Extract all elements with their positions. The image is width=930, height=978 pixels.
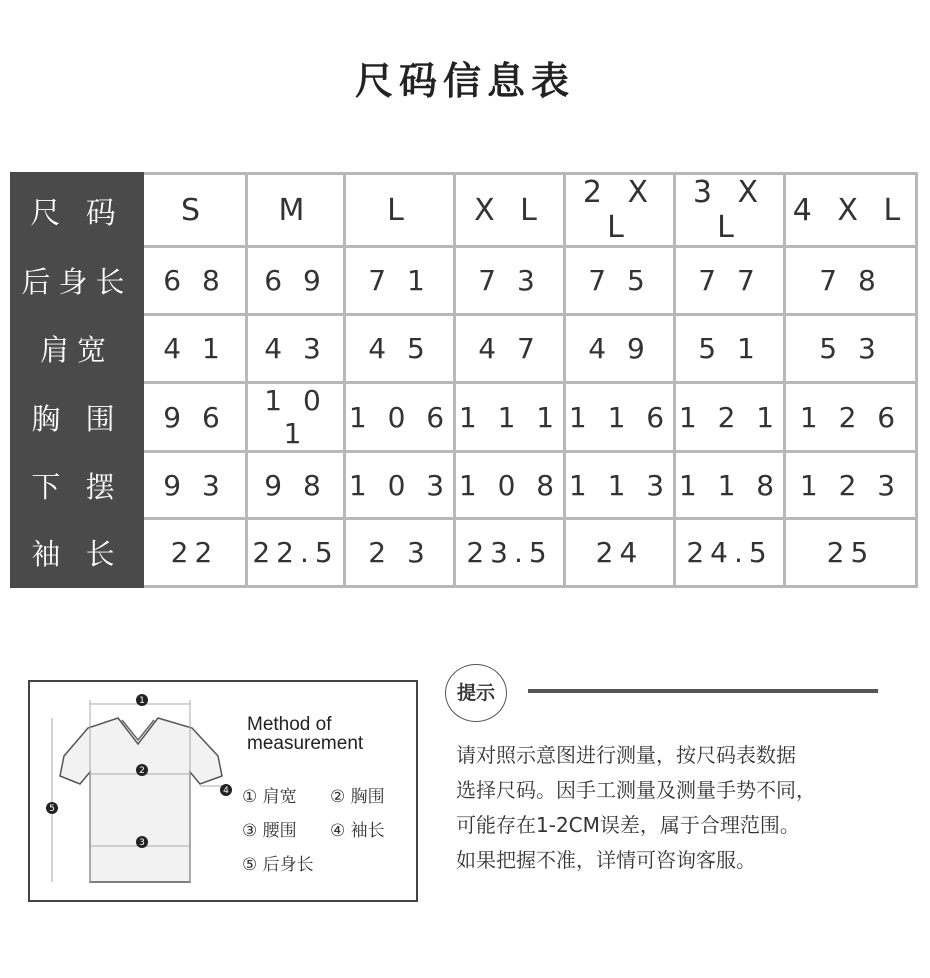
table-cell: 1 1 6: [565, 383, 675, 452]
tshirt-diagram-icon: [30, 682, 240, 900]
table-cell: 7 3: [455, 247, 565, 315]
legend-row: [242, 816, 418, 841]
legend-shoulder: ① 肩宽: [242, 787, 297, 807]
legend-waist: ③ 腰围: [242, 821, 297, 841]
table-cell: 4 7: [455, 315, 565, 383]
table-cell: 6 9: [247, 247, 345, 315]
table-row: [12, 315, 917, 383]
table-cell: 1 1 1: [455, 383, 565, 452]
table-row: [12, 519, 917, 587]
table-cell: 7 8: [785, 247, 917, 315]
table-cell: 4 9: [565, 315, 675, 383]
size-table: [10, 172, 918, 588]
size-xl: X L: [455, 174, 565, 247]
table-cell: 25: [785, 519, 917, 587]
method-line-2: measurement: [247, 733, 364, 754]
legend-row: [242, 850, 314, 875]
table-cell: 7 5: [565, 247, 675, 315]
table-cell: 7 7: [675, 247, 785, 315]
tip-line-4: 如果把握不准，详情可咨询客服。: [456, 848, 756, 872]
marker-1-label: 1: [139, 696, 145, 706]
size-3xl: 3 X L: [675, 174, 785, 247]
table-row: [12, 247, 917, 315]
method-title: [247, 715, 363, 753]
table-cell: 1 0 1: [247, 383, 345, 452]
table-cell: 24: [565, 519, 675, 587]
table-cell: 4 5: [345, 315, 455, 383]
tip-divider: [528, 689, 878, 693]
table-cell: 1 1 8: [675, 452, 785, 519]
table-cell: 6 8: [143, 247, 247, 315]
table-cell: 22.5: [247, 519, 345, 587]
table-cell: 1 2 1: [675, 383, 785, 452]
legend-row: [242, 782, 418, 807]
row-label-back-length: 后身长: [12, 247, 143, 315]
legend-sleeve: ④ 袖长: [330, 821, 385, 841]
marker-2-label: 2: [139, 766, 145, 776]
marker-4-label: 4: [223, 786, 229, 796]
tip-line-1: 请对照示意图进行测量，按尺码表数据: [456, 743, 796, 767]
marker-5-label: 5: [49, 804, 55, 814]
method-line-1: Method of: [247, 714, 332, 735]
table-cell: 9 6: [143, 383, 247, 452]
table-cell: 4 1: [143, 315, 247, 383]
table-cell: 5 1: [675, 315, 785, 383]
table-cell: 24.5: [675, 519, 785, 587]
row-label-chest: 胸 围: [12, 383, 143, 452]
table-row: [12, 452, 917, 519]
legend-back-length: ⑤ 后身长: [242, 855, 314, 875]
table-cell: 1 0 6: [345, 383, 455, 452]
table-cell: 7 1: [345, 247, 455, 315]
tip-text: [456, 738, 906, 878]
table-cell: 9 3: [143, 452, 247, 519]
size-header-row: [12, 174, 917, 247]
measurement-diagram: [28, 680, 418, 902]
row-label-sleeve: 袖 长: [12, 519, 143, 587]
table-cell: 9 8: [247, 452, 345, 519]
table-cell: 1 1 3: [565, 452, 675, 519]
table-cell: 1 2 3: [785, 452, 917, 519]
table-cell: 1 0 8: [455, 452, 565, 519]
page-title: 尺码信息表: [354, 59, 575, 103]
table-cell: 22: [143, 519, 247, 587]
size-4xl: 4 X L: [785, 174, 917, 247]
tip-line-3: 可能存在1-2CM误差，属于合理范围。: [456, 813, 800, 837]
size-m: M: [247, 174, 345, 247]
row-label-shoulder: 肩宽: [12, 315, 143, 383]
table-cell: 4 3: [247, 315, 345, 383]
table-cell: 1 0 3: [345, 452, 455, 519]
table-cell: 1 2 6: [785, 383, 917, 452]
tip-line-2: 选择尺码。因手工测量及测量手势不同，: [456, 778, 816, 802]
table-cell: 5 3: [785, 315, 917, 383]
size-header-label: 尺 码: [12, 174, 143, 247]
row-label-hem: 下 摆: [12, 452, 143, 519]
marker-3-label: 3: [139, 838, 145, 848]
size-l: L: [345, 174, 455, 247]
tip-badge: 提示: [445, 664, 507, 722]
size-2xl: 2 X L: [565, 174, 675, 247]
table-cell: 2 3: [345, 519, 455, 587]
table-row: [12, 383, 917, 452]
legend-chest: ② 胸围: [330, 787, 385, 807]
size-s: S: [143, 174, 247, 247]
table-cell: 23.5: [455, 519, 565, 587]
